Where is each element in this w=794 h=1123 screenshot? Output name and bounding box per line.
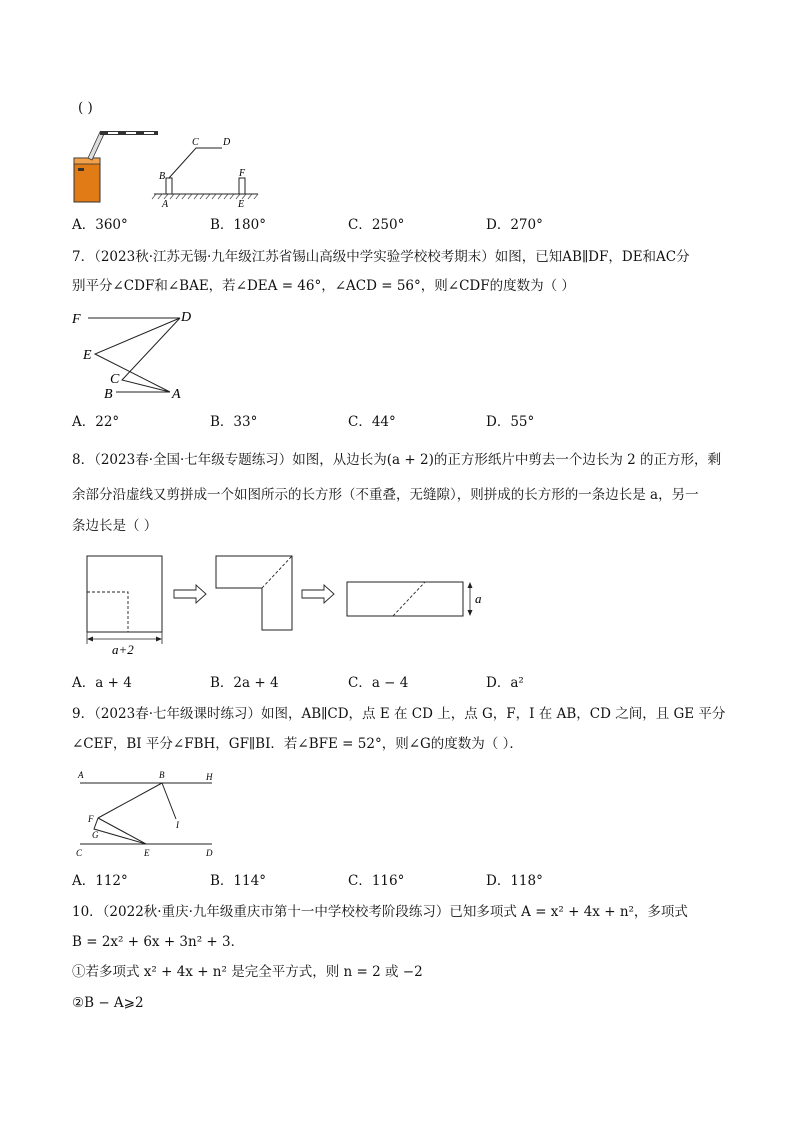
q6-label-c: C bbox=[192, 137, 199, 148]
q9-label-e: E bbox=[144, 848, 150, 858]
q9-stem-line1: 9．（2023春·七年级课时练习）如图，AB∥CD，点 E 在 CD 上，点 G，F，I 在 AB，CD 之间，且 GE 平分 bbox=[72, 706, 726, 722]
q7-label-b: B bbox=[104, 387, 113, 402]
q6-label-e: E bbox=[238, 199, 245, 210]
q9-label-b: B bbox=[159, 770, 165, 780]
q8-label-a: a bbox=[475, 591, 482, 606]
q8-option-d[interactable]: D．a² bbox=[486, 675, 524, 691]
q7-label-a: A bbox=[172, 387, 181, 402]
q7-geometry-figure bbox=[70, 306, 210, 404]
q8-option-c[interactable]: C．a − 4 bbox=[348, 675, 409, 691]
q10-stem-line1: 10．（2022秋·重庆·九年级重庆市第十一中学校校考阶段练习）已知多项式 A = x² + 4x + n²，多项式 bbox=[72, 904, 688, 920]
q9-option-b[interactable]: B．114° bbox=[210, 873, 266, 889]
q6-label-f: F bbox=[239, 168, 246, 179]
q7-label-d: D bbox=[181, 310, 192, 325]
q6-label-b: B bbox=[159, 171, 166, 182]
q9-label-a: A bbox=[78, 770, 84, 780]
q9-option-c[interactable]: C．116° bbox=[348, 873, 405, 889]
q10-statement-2: ②B − A⩾2 bbox=[72, 995, 144, 1011]
q7-option-a[interactable]: A．22° bbox=[72, 414, 120, 430]
q7-stem-line1: 7．（2023秋·江苏无锡·九年级江苏省锡山高级中学实验学校校考期末）如图，已知AB∥DF，DE和AC分 bbox=[72, 249, 690, 265]
q10-stem-line2: B = 2x² + 6x + 3n² + 3． bbox=[72, 934, 245, 950]
q7-label-c: C bbox=[110, 372, 120, 387]
q9-label-h: H bbox=[206, 772, 213, 782]
q7-stem-line2: 别平分∠CDF和∠BAE，若∠DEA = 46°，∠ACD = 56°，则∠CDF的度数为（ ） bbox=[72, 278, 575, 294]
q7-label-f: F bbox=[72, 312, 81, 327]
q7-option-d[interactable]: D．55° bbox=[486, 414, 535, 430]
q9-option-a[interactable]: A．112° bbox=[72, 873, 128, 889]
q9-option-d[interactable]: D．118° bbox=[486, 873, 543, 889]
q6-answer-paren: ( ) bbox=[78, 100, 93, 116]
q9-label-d: D bbox=[206, 848, 213, 858]
q6-option-c[interactable]: C．250° bbox=[348, 217, 405, 233]
q8-stem-line1: 8．（2023春·全国·七年级专题练习）如图，从边长为(a + 2)的正方形纸片中剪去一个边长为 2 的正方形，剩 bbox=[72, 452, 722, 468]
q6-option-a[interactable]: A．360° bbox=[72, 217, 128, 233]
q6-option-d[interactable]: D．270° bbox=[486, 217, 543, 233]
q9-parallel-lines-figure bbox=[72, 768, 222, 860]
q9-label-c: C bbox=[76, 848, 83, 858]
q7-option-b[interactable]: B．33° bbox=[210, 414, 258, 430]
q8-paper-cutting-figure bbox=[80, 550, 500, 662]
q10-statement-1: ①若多项式 x² + 4x + n² 是完全平方式，则 n = 2 或 −2 bbox=[72, 964, 423, 980]
q9-label-i: I bbox=[176, 820, 179, 830]
q8-option-b[interactable]: B．2a + 4 bbox=[210, 675, 279, 691]
q6-option-b[interactable]: B．180° bbox=[210, 217, 266, 233]
q8-option-a[interactable]: A．a + 4 bbox=[72, 675, 132, 691]
q6-angle-figure bbox=[150, 132, 270, 212]
q7-label-e: E bbox=[83, 348, 92, 363]
q8-label-side: a+2 bbox=[112, 642, 134, 657]
q6-label-a: A bbox=[162, 199, 169, 210]
q6-label-d: D bbox=[223, 137, 231, 148]
q9-stem-line2: ∠CEF，BI 平分∠FBH，GF∥BI．若∠BFE = 52°，则∠G的度数为（ ）． bbox=[72, 736, 523, 752]
q8-stem-line3: 条边长是（ ） bbox=[72, 518, 158, 534]
q9-label-f: F bbox=[88, 814, 94, 824]
q7-option-c[interactable]: C．44° bbox=[348, 414, 396, 430]
q8-stem-line2: 余部分沿虚线又剪拼成一个如图所示的长方形（不重叠，无缝隙），则拼成的长方形的一条边长是 a，另一 bbox=[72, 487, 699, 503]
q9-label-g: G bbox=[92, 830, 99, 840]
